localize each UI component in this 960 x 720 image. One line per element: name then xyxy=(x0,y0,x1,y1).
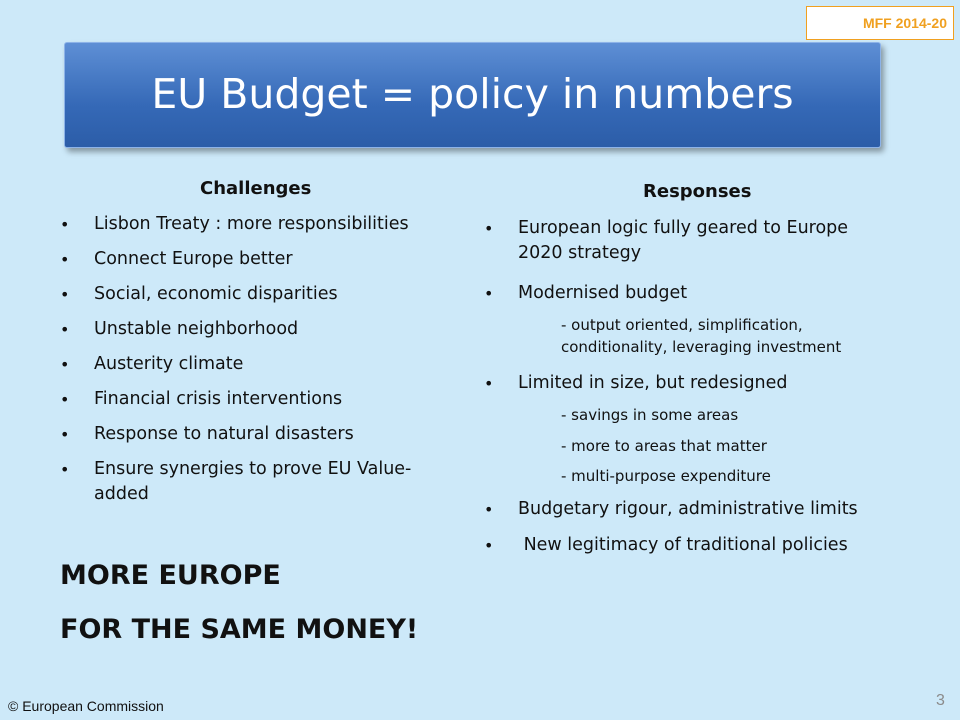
mff-badge: MFF 2014-20 xyxy=(806,6,954,40)
bullet-icon: • xyxy=(484,374,494,393)
bullet-icon: • xyxy=(60,250,70,269)
title-box xyxy=(64,42,881,148)
sub-item: - savings in some areas xyxy=(561,406,739,424)
responses-list-5 xyxy=(484,533,924,558)
bullet-icon: • xyxy=(60,320,70,339)
list-item: • Budgetary rigour, administrative limits xyxy=(484,497,924,522)
responses-list-4 xyxy=(484,497,924,522)
page-number: 3 xyxy=(936,692,945,709)
responses-heading: Responses xyxy=(643,181,752,202)
list-item: • European logic fully geared to Europe 2020 strategy xyxy=(484,218,849,263)
responses-list-3 xyxy=(484,371,924,396)
list-item: • Social, economic disparities xyxy=(60,282,460,307)
bullet-icon: • xyxy=(60,285,70,304)
list-item: • Modernised budget xyxy=(484,281,924,306)
copyright: © European Commission xyxy=(8,698,164,714)
sub-item: - more to areas that matter xyxy=(561,437,767,455)
bullet-icon: • xyxy=(484,219,494,238)
list-item: • Connect Europe better xyxy=(60,247,460,272)
list-item: • Financial crisis interventions xyxy=(60,387,460,412)
bullet-icon: • xyxy=(60,425,70,444)
slide-title: EU Budget = policy in numbers xyxy=(151,70,794,118)
bullet-icon: • xyxy=(60,355,70,374)
challenges-heading: Challenges xyxy=(200,178,312,199)
list-item: • Ensure synergies to prove EU Value-added xyxy=(60,459,412,504)
responses-list-1 xyxy=(484,216,924,266)
list-item: • Unstable neighborhood xyxy=(60,317,460,342)
bullet-icon: • xyxy=(60,390,70,409)
bullet-icon: • xyxy=(484,284,494,303)
slogan-line-2: FOR THE SAME MONEY! xyxy=(60,614,419,645)
bullet-icon: • xyxy=(60,460,70,479)
list-item: • Limited in size, but redesigned xyxy=(484,371,924,396)
list-item: • Austerity climate xyxy=(60,352,460,377)
slogan-line-1: MORE EUROPE xyxy=(60,560,281,591)
list-item: • New legitimacy of traditional policies xyxy=(484,533,924,558)
list-item: • Response to natural disasters xyxy=(60,422,460,447)
sub-item: - output oriented, simplification, conditionality, leveraging investment xyxy=(561,316,842,356)
bullet-icon: • xyxy=(60,215,70,234)
challenges-list xyxy=(60,212,460,507)
responses-list-2 xyxy=(484,281,924,306)
list-item: • Lisbon Treaty : more responsibilities xyxy=(60,212,460,237)
bullet-icon: • xyxy=(484,536,494,555)
bullet-icon: • xyxy=(484,500,494,519)
sub-item: - multi-purpose expenditure xyxy=(561,467,771,485)
